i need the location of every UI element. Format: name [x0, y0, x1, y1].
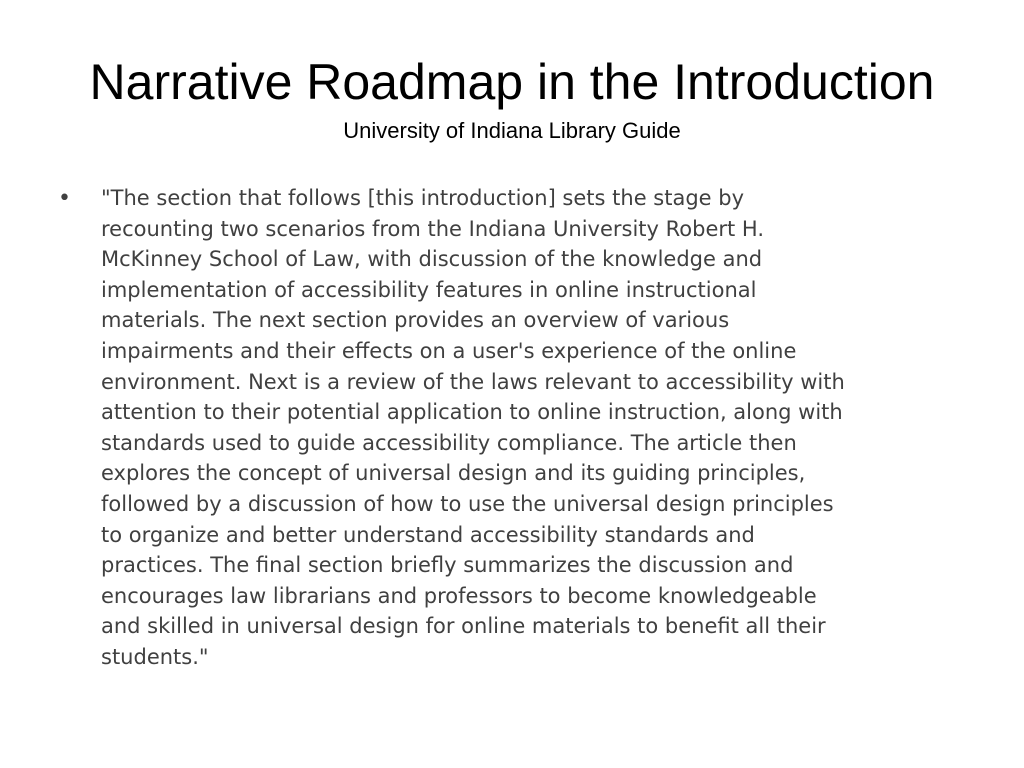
slide-title: Narrative Roadmap in the Introduction	[89, 54, 935, 110]
bullet-line: impairments and their effects on a user's experience of the online	[101, 338, 797, 363]
bullet-line: to organize and better understand accessibility standards and	[101, 522, 755, 547]
bullet-line: "The section that follows [this introduction] sets the stage by	[101, 186, 745, 210]
bullet-line: recounting two scenarios from the Indiana University Robert H.	[101, 216, 765, 241]
bullet-line: students."	[101, 644, 209, 669]
bullet-item	[55, 183, 955, 673]
slide-subtitle: University of Indiana Library Guide	[343, 118, 681, 143]
bullet-line: McKinney School of Law, with discussion of the knowledge and	[101, 247, 763, 272]
bullet-line: encourages law librarians and professors to become knowledgeable	[101, 583, 817, 608]
bullet-line: standards used to guide accessibility compliance. The article then	[101, 430, 797, 455]
bullet-list	[55, 183, 955, 673]
bullet-line: and skilled in universal design for online materials to benefit all their	[101, 614, 826, 639]
bullet-line: followed by a discussion of how to use the universal design principles	[101, 491, 834, 516]
bullet-line: attention to their potential application to online instruction, along with	[101, 400, 843, 425]
bullet-line: implementation of accessibility features in online instructional	[101, 277, 757, 302]
bullet-line: practices. The final section briefly summarizes the discussion and	[101, 553, 794, 578]
bullet-text	[101, 183, 955, 673]
bullet-icon: •	[58, 186, 71, 211]
bullet-line: environment. Next is a review of the laws relevant to accessibility with	[101, 369, 845, 394]
bullet-line: materials. The next section provides an overview of various	[101, 308, 730, 333]
bullet-line: explores the concept of universal design and its guiding principles,	[101, 461, 806, 486]
